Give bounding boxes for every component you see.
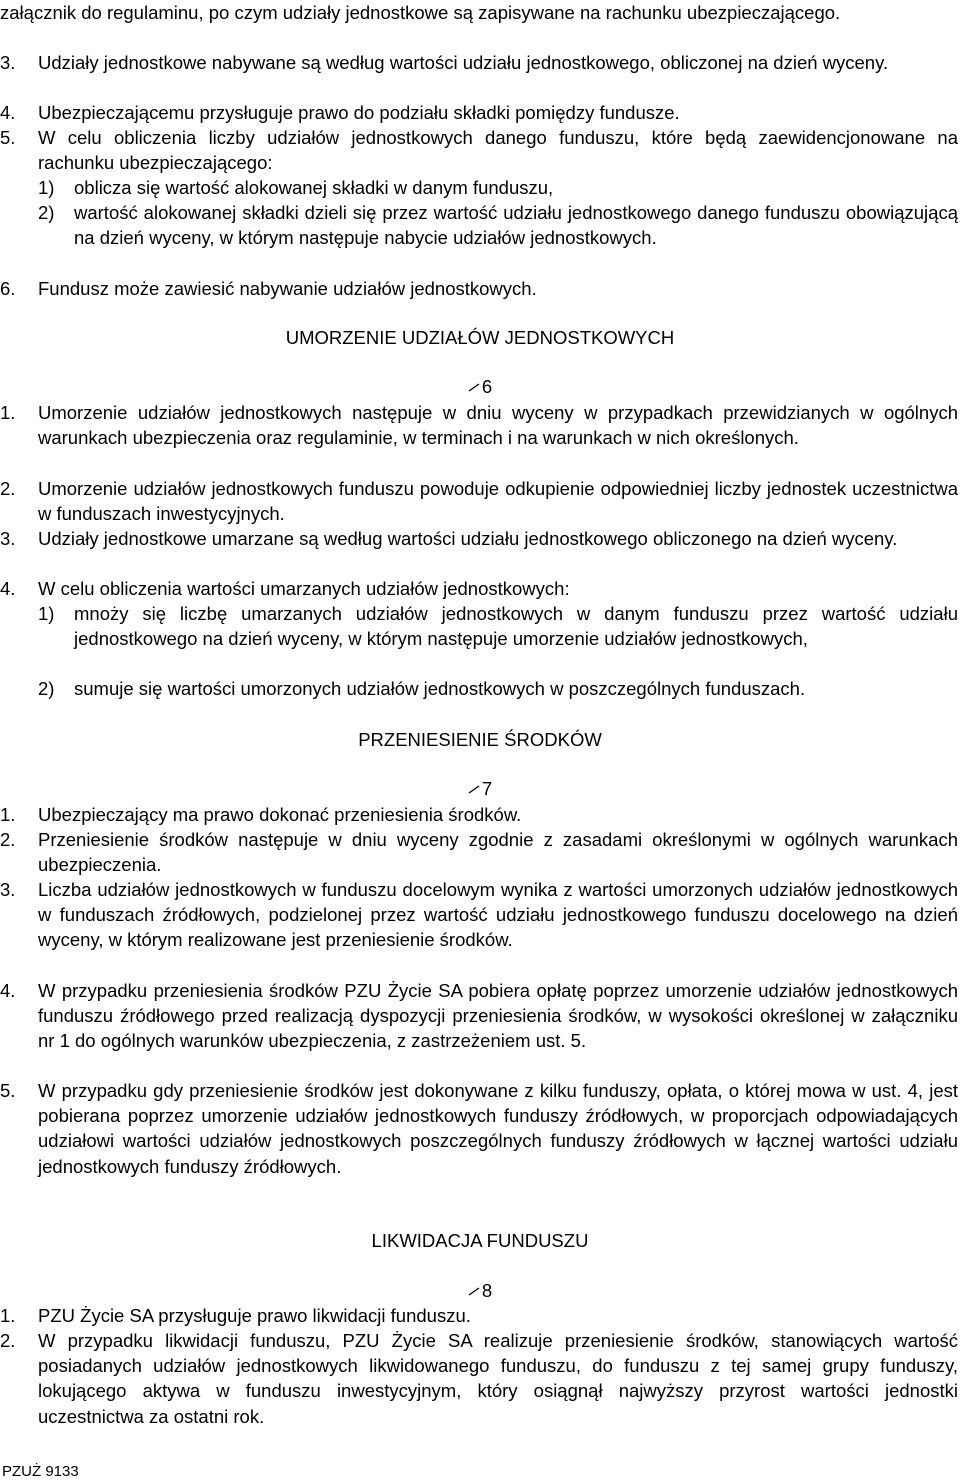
paragraph-number: 1. bbox=[0, 804, 16, 825]
paragraph-3 bbox=[0, 50, 960, 75]
paragraph-text: Umorzenie udziałów jednostkowych funduszu powoduje odkupienie odpowiedniej liczby jednostek uczestnictwa w funduszach inwestycyjnych. bbox=[38, 478, 958, 525]
paragraph-text: Fundusz może zawiesić nabywanie udziałów jednostkowych. bbox=[38, 278, 537, 299]
paragraph-text: Udziały jednostkowe nabywane są według wartości udziału jednostkowego, obliczonej na dzień wyceny. bbox=[38, 52, 889, 73]
paragraph-number: 1. bbox=[0, 1305, 16, 1326]
section-number-6 bbox=[0, 374, 960, 399]
s6-paragraph-3 bbox=[0, 526, 960, 551]
paragraph-number: 2. bbox=[0, 829, 16, 850]
point-number: 1) bbox=[38, 177, 55, 198]
section-heading-likwidacja bbox=[0, 1228, 960, 1253]
paragraph-6 bbox=[0, 276, 960, 301]
s7-paragraph-4 bbox=[0, 978, 960, 1054]
paragraph-text: W przypadku przeniesienia środków PZU Życie SA pobiera opłatę poprzez umorzenie udziałów jednostkowych funduszu źródłowego przed realizacją dyspozycji przeniesienia środków, w wysokości określonej w załączniku nr 1 do ogólnych warunków ubezpieczenia, z zastrzeżeniem ust. 5. bbox=[38, 980, 958, 1052]
page-footer-code: PZUŻ 9133 bbox=[2, 1463, 79, 1480]
section-heading-umorzenie bbox=[0, 325, 960, 350]
paragraph-text: W celu obliczenia wartości umarzanych udziałów jednostkowych: bbox=[38, 578, 570, 599]
paragraph-5-point-1 bbox=[0, 175, 960, 200]
paragraph-number: 5. bbox=[0, 127, 16, 148]
s6-paragraph-4-point-2 bbox=[0, 676, 960, 701]
paragraph-text: Przeniesienie środków następuje w dniu wyceny zgodnie z zasadami określonymi w ogólnych warunkach ubezpieczenia. bbox=[38, 829, 958, 876]
point-text: wartość alokowanej składki dzieli się przez wartość udziału jednostkowego danego funduszu obowiązującą na dzień wyceny, w którym następuje nabycie udziałów jednostkowych. bbox=[74, 202, 958, 249]
paragraph-number: 2. bbox=[0, 1330, 16, 1351]
section-sign-icon bbox=[468, 1285, 480, 1297]
s6-paragraph-2 bbox=[0, 476, 960, 526]
point-number: 1) bbox=[38, 603, 55, 624]
paragraph-number: 5. bbox=[0, 1080, 16, 1101]
section-title: LIKWIDACJA FUNDUSZU bbox=[371, 1230, 589, 1251]
paragraph-5-point-2 bbox=[0, 200, 960, 250]
paragraph-number: 3. bbox=[0, 528, 16, 549]
paragraph-5 bbox=[0, 125, 960, 175]
s6-paragraph-1 bbox=[0, 400, 960, 450]
paragraph-4 bbox=[0, 100, 960, 125]
section-title: UMORZENIE UDZIAŁÓW JEDNOSTKOWYCH bbox=[285, 327, 675, 348]
paragraph-text: W przypadku likwidacji funduszu, PZU Życie SA realizuje przeniesienie środków, stanowiących wartość posiadanych udziałów jednostkowych likwidowanego funduszu, do funduszu z tej samej grupy funduszy, lokującego aktywa w funduszu inwestycyjnym, który osiągnął najwyższy przyrost wartości jednostki uczestnictwa za ostatni rok. bbox=[38, 1330, 958, 1427]
section-sign-icon bbox=[468, 783, 480, 795]
paragraph-text: Ubezpieczającemu przysługuje prawo do podziału składki pomiędzy fundusze. bbox=[38, 102, 680, 123]
section-number: 8 bbox=[481, 1280, 493, 1301]
section-number-7 bbox=[0, 776, 960, 801]
s8-paragraph-1 bbox=[0, 1303, 960, 1328]
s7-paragraph-1 bbox=[0, 802, 960, 827]
continuation-text: załącznik do regulaminu, po czym udziały jednostkowe są zapisywane na rachunku ubezpieczającego. bbox=[0, 2, 841, 23]
s7-paragraph-3 bbox=[0, 877, 960, 953]
paragraph-number: 3. bbox=[0, 52, 16, 73]
s8-paragraph-2 bbox=[0, 1328, 960, 1429]
section-sign-icon bbox=[468, 381, 480, 393]
paragraph-number: 1. bbox=[0, 402, 16, 423]
point-number: 2) bbox=[38, 202, 55, 223]
s7-paragraph-5 bbox=[0, 1078, 960, 1179]
section-number: 6 bbox=[481, 376, 493, 397]
s6-paragraph-4-point-1 bbox=[0, 601, 960, 651]
paragraph-number: 3. bbox=[0, 879, 16, 900]
section-title: PRZENIESIENIE ŚRODKÓW bbox=[358, 729, 602, 750]
section-number: 7 bbox=[481, 778, 493, 799]
paragraph-text: Ubezpieczający ma prawo dokonać przeniesienia środków. bbox=[38, 804, 522, 825]
paragraph-text: Umorzenie udziałów jednostkowych następuje w dniu wyceny w przypadkach przewidzianych w ogólnych warunkach ubezpieczenia oraz regulaminie, w terminach i na warunkach w nich określonych. bbox=[38, 402, 958, 449]
point-number: 2) bbox=[38, 678, 55, 699]
paragraph-number: 4. bbox=[0, 102, 16, 123]
continuation-paragraph bbox=[0, 0, 960, 25]
s6-paragraph-4 bbox=[0, 576, 960, 601]
paragraph-number: 4. bbox=[0, 980, 16, 1001]
paragraph-number: 4. bbox=[0, 578, 16, 599]
paragraph-text: W celu obliczenia liczby udziałów jednostkowych danego funduszu, które będą zaewidencjonowane na rachunku ubezpieczającego: bbox=[38, 127, 958, 174]
point-text: mnoży się liczbę umarzanych udziałów jednostkowych w danym funduszu przez wartość udziału jednostkowego na dzień wyceny, w którym następuje umorzenie udziałów jednostkowych, bbox=[74, 603, 958, 650]
point-text: sumuje się wartości umorzonych udziałów jednostkowych w poszczególnych funduszach. bbox=[74, 678, 806, 699]
paragraph-text: PZU Życie SA przysługuje prawo likwidacji funduszu. bbox=[38, 1305, 471, 1326]
paragraph-text: Liczba udziałów jednostkowych w funduszu docelowym wynika z wartości umorzonych udziałów jednostkowych w funduszach źródłowych, podzielonej przez wartość udziału jednostkowego funduszu docelowego na dzień wyceny, w którym realizowane jest przeniesienie środków. bbox=[38, 879, 958, 951]
paragraph-number: 6. bbox=[0, 278, 16, 299]
point-text: oblicza się wartość alokowanej składki w danym funduszu, bbox=[74, 177, 554, 198]
section-number-8 bbox=[0, 1278, 960, 1303]
s7-paragraph-2 bbox=[0, 827, 960, 877]
section-heading-przeniesienie bbox=[0, 727, 960, 752]
paragraph-text: W przypadku gdy przeniesienie środków jest dokonywane z kilku funduszy, opłata, o której mowa w ust. 4, jest pobierana poprzez umorzenie udziałów jednostkowych funduszy źródłowych, w proporcjach odpowiadających udziałowi wartości udziałów jednostkowych poszczególnych funduszy źródłowych w łącznej wartości udziału jednostkowych funduszy źródłowych. bbox=[38, 1080, 958, 1177]
paragraph-text: Udziały jednostkowe umarzane są według wartości udziału jednostkowego obliczonego na dzień wyceny. bbox=[38, 528, 898, 549]
paragraph-number: 2. bbox=[0, 478, 16, 499]
